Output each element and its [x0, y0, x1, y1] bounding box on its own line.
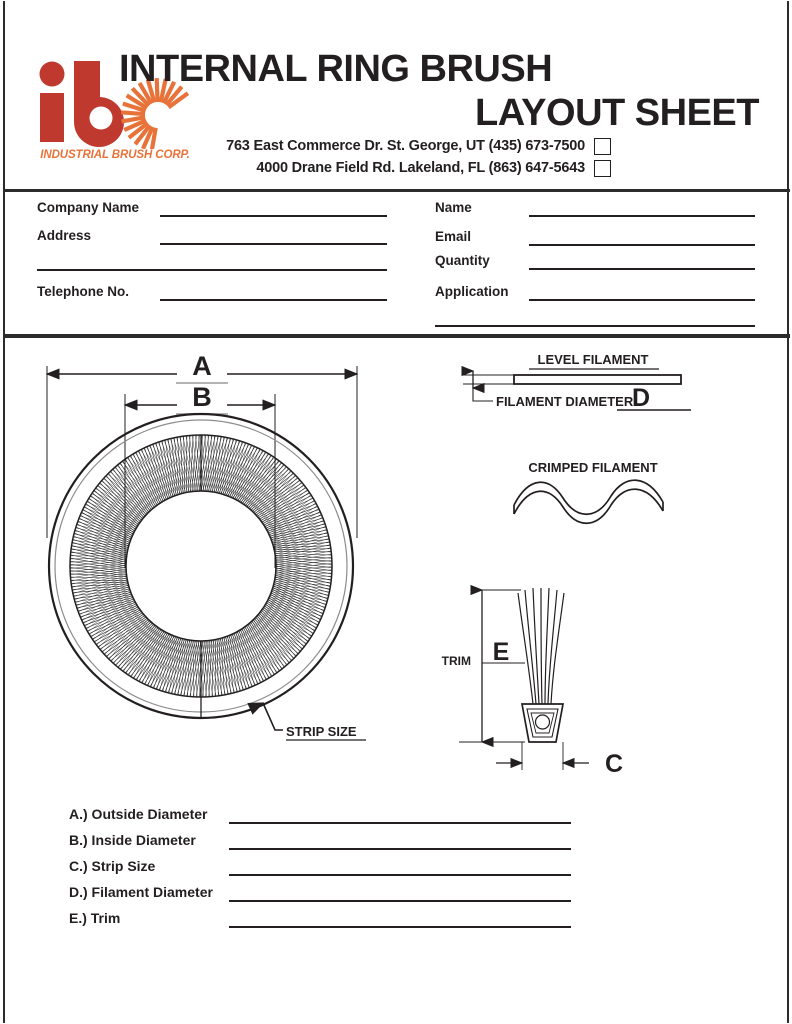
field-label: Company Name — [37, 200, 140, 215]
field-company-name[interactable] — [37, 200, 387, 220]
drawing-canvas — [1, 338, 792, 798]
dimension-d-label: D — [631, 384, 651, 412]
trim-diagram — [442, 588, 623, 778]
technical-drawings — [1, 338, 792, 798]
address-checkbox[interactable] — [594, 138, 611, 155]
field-label: Telephone No. — [37, 284, 130, 299]
crimped-filament-title: CRIMPED FILAMENT — [528, 460, 658, 475]
field-name[interactable] — [435, 200, 755, 220]
page-header — [1, 1, 792, 189]
legend-item — [1, 884, 792, 910]
address-row — [111, 135, 771, 157]
field-label: Address — [37, 228, 92, 243]
ring-brush-diagram — [47, 351, 366, 740]
dimension-a-label: A — [192, 351, 212, 381]
field-label: Email — [435, 229, 472, 244]
legend-item — [1, 910, 792, 936]
legend-label: D.) Filament Diameter — [69, 884, 213, 900]
strip-size-callout: STRIP SIZE — [286, 724, 357, 739]
field-writeline[interactable] — [529, 244, 755, 246]
field-writeline[interactable] — [435, 325, 755, 327]
address-row — [111, 157, 771, 179]
address-checkbox[interactable] — [594, 160, 611, 177]
legend-label: B.) Inside Diameter — [69, 832, 196, 848]
trim-bristles — [518, 588, 564, 704]
field-telephone[interactable] — [37, 284, 387, 304]
field-address-line2[interactable] — [37, 254, 387, 274]
field-writeline[interactable] — [160, 243, 387, 245]
field-label: Application — [435, 284, 509, 299]
legend-writeline[interactable] — [229, 926, 571, 928]
logo-caption: INDUSTRIAL BRUSH CORP. — [40, 149, 190, 161]
field-writeline[interactable] — [529, 299, 755, 301]
legend-label: E.) Trim — [69, 910, 121, 926]
trim-label: TRIM — [441, 654, 471, 668]
filament-diameter-label: FILAMENT DIAMETER — [496, 394, 634, 409]
crimped-filament-diagram — [514, 460, 663, 523]
level-filament-diagram — [463, 352, 691, 412]
dimension-b-label: B — [192, 382, 212, 412]
field-address[interactable] — [37, 228, 387, 248]
legend-writeline[interactable] — [229, 848, 571, 850]
dimension-e-label: E — [492, 638, 510, 666]
legend-writeline[interactable] — [229, 874, 571, 876]
address-text: 4000 Drane Field Rd. Lakeland, FL (863) 647-5643 — [256, 160, 585, 176]
legend-item — [1, 858, 792, 884]
address-text: 763 East Commerce Dr. St. George, UT (435) 673-7500 — [226, 138, 585, 154]
level-filament-title: LEVEL FILAMENT — [537, 352, 649, 367]
legend-writeline[interactable] — [229, 900, 571, 902]
field-quantity[interactable] — [435, 253, 755, 273]
legend-writeline[interactable] — [229, 822, 571, 824]
dimension-legend — [1, 806, 792, 936]
legend-label: A.) Outside Diameter — [69, 806, 208, 822]
page-title — [111, 47, 771, 135]
field-label: Name — [435, 200, 472, 215]
field-application[interactable] — [435, 284, 755, 304]
legend-item — [1, 806, 792, 832]
field-writeline[interactable] — [529, 215, 755, 217]
title-line-1: INTERNAL RING BRUSH — [119, 48, 553, 90]
field-writeline[interactable] — [37, 269, 387, 271]
legend-item — [1, 832, 792, 858]
address-block — [111, 135, 771, 179]
contact-form — [1, 192, 792, 334]
dimension-c-label: C — [605, 750, 624, 778]
field-application-line2[interactable] — [435, 310, 755, 330]
title-line-2: LAYOUT SHEET — [475, 92, 759, 134]
field-writeline[interactable] — [529, 268, 755, 270]
field-writeline[interactable] — [160, 215, 387, 217]
legend-label: C.) Strip Size — [69, 858, 156, 874]
field-label: Quantity — [435, 253, 490, 268]
field-writeline[interactable] — [160, 299, 387, 301]
field-email[interactable] — [435, 229, 755, 249]
